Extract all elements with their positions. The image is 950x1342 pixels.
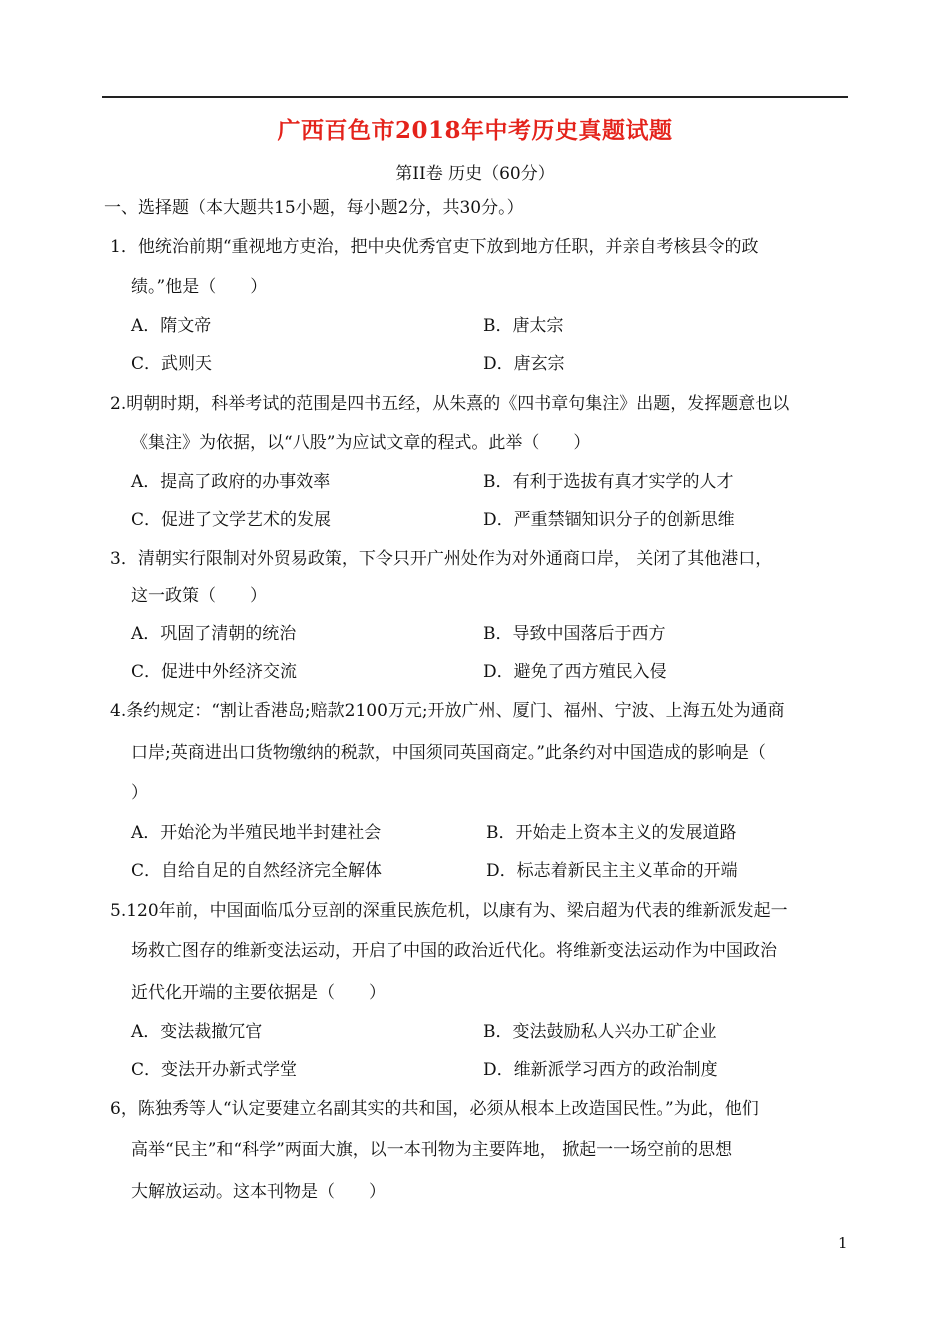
question-4-option-d: D．标志着新民主主义革命的开端 (486, 861, 738, 881)
page-number: 1 (838, 1234, 848, 1252)
question-1-option-a: A．隋文帝 (131, 316, 212, 336)
question-2-option-a: A．提高了政府的办事效率 (131, 472, 331, 492)
question-5-option-c: C．变法开办新式学堂 (131, 1060, 298, 1080)
question-3-line-2: 这一政策（ ） (131, 586, 267, 606)
question-5-option-b: B．变法鼓励私人兴办工矿企业 (483, 1022, 717, 1042)
question-4-option-b: B．开始走上资本主义的发展道路 (486, 823, 737, 843)
question-5-line-3: 近代化开端的主要依据是（ ） (131, 983, 386, 1003)
question-1-option-b: B．唐太宗 (483, 316, 564, 336)
question-2-option-b: B．有利于选拔有真才实学的人才 (483, 472, 734, 492)
question-4-line-2: 口岸;英商进出口货物缴纳的税款，中国须同英国商定。”此条约对中国造成的影响是（ (131, 743, 766, 763)
question-4-option-c: C．自给自足的自然经济完全解体 (131, 861, 383, 881)
question-2-line-2: 《集注》为依据，以“八股”为应试文章的程式。此举（ ） (131, 433, 591, 453)
question-3-line-1: 3．清朝实行限制对外贸易政策，下令只开广州处作为对外通商口岸， 关闭了其他港口， (110, 549, 773, 569)
question-4-option-a: A．开始沦为半殖民地半封建社会 (131, 823, 382, 843)
question-3-option-a: A．巩固了清朝的统治 (131, 624, 297, 644)
question-5-option-d: D．维新派学习西方的政治制度 (483, 1060, 718, 1080)
document-subtitle: 第II卷 历史（60分） (395, 164, 555, 184)
question-1-line-2: 绩。”他是（ ） (131, 277, 268, 297)
question-4-line-1: 4.条约规定：“割让香港岛;赔款2100万元;开放广州、厦门、福州、宁波、上海五处为通商 (110, 701, 785, 721)
question-3-option-d: D．避免了西方殖民入侵 (483, 662, 667, 682)
question-4-line-3: ） (131, 783, 148, 803)
question-1-option-d: D．唐玄宗 (483, 354, 565, 374)
question-1-option-c: C．武则天 (131, 354, 213, 374)
question-6-line-3: 大解放运动。这本刊物是（ ） (131, 1182, 386, 1202)
question-3-option-b: B．导致中国落后于西方 (483, 624, 666, 644)
question-6-line-1: 6，陈独秀等人“认定要建立名副其实的共和国，必须从根本上改造国民性。”为此，他们 (110, 1099, 759, 1119)
question-2-option-d: D．严重禁锢知识分子的创新思维 (483, 510, 735, 530)
question-3-option-c: C．促进中外经济交流 (131, 662, 298, 682)
question-5-option-a: A．变法裁撤冗官 (131, 1022, 263, 1042)
section-heading: 一、选择题（本大题共15小题，每小题2分，共30分。） (104, 198, 524, 218)
question-5-line-1: 5.120年前，中国面临瓜分豆剖的深重民族危机，以康有为、梁启超为代表的维新派发起一 (110, 901, 788, 921)
question-2-line-1: 2.明朝时期，科举考试的范围是四书五经，从朱熹的《四书章句集注》出题，发挥题意也以 (110, 394, 790, 414)
document-title: 广西百色市2018年中考历史真题试题 (277, 117, 673, 144)
question-1-line-1: 1．他统治前期“重视地方吏治，把中央优秀官吏下放到地方任职，并亲自考核县令的政 (110, 237, 759, 257)
question-5-line-2: 场救亡图存的维新变法运动，开启了中国的政治近代化。将维新变法运动作为中国政治 (131, 941, 777, 961)
question-2-option-c: C．促进了文学艺术的发展 (131, 510, 332, 530)
question-6-line-2: 高举“民主”和“科学”两面大旗，以一本刊物为主要阵地， 掀起一一场空前的思想 (131, 1140, 733, 1160)
header-rule (102, 96, 848, 98)
